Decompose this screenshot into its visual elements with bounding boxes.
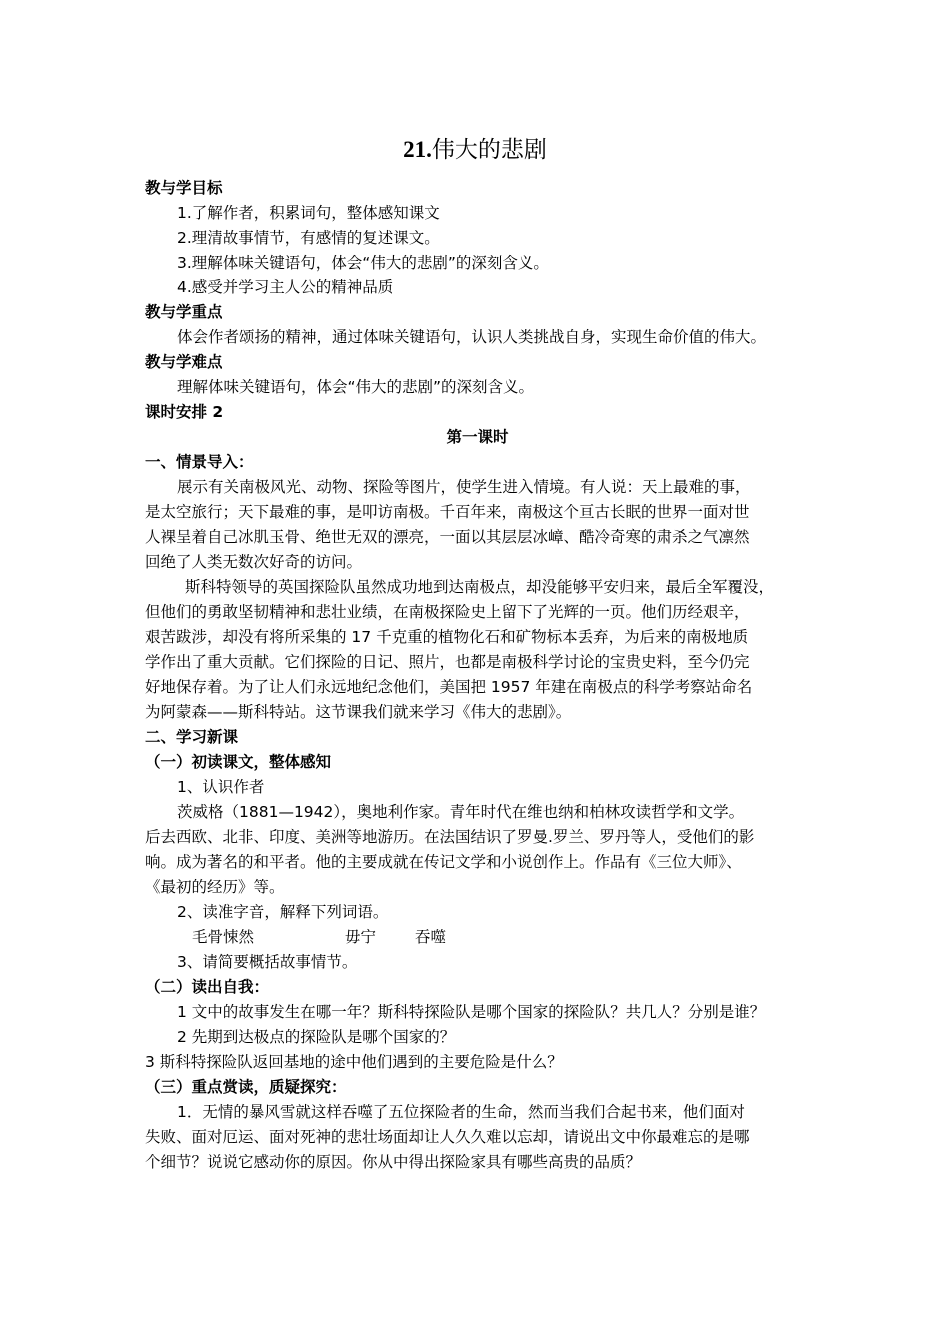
- intro-line: 回绝了人类无数次好奇的访问。: [145, 553, 363, 571]
- vocab-word: 毋宁: [345, 928, 377, 946]
- objective-item: 2.理清故事情节，有感情的复述课文。: [177, 229, 440, 247]
- schedule: 课时安排 2: [145, 403, 224, 421]
- vocab-word: 吞噬: [415, 928, 447, 946]
- author-line: 后去西欧、北非、印度、美洲等地游历。在法国结识了罗曼.罗兰、罗丹等人，受他们的影: [145, 828, 755, 846]
- question: 2 先期到达极点的探险队是哪个国家的？: [177, 1028, 456, 1046]
- author-line: 茨威格（1881—1942），奥地利作家。青年时代在维也纳和柏林攻读哲学和文学。: [177, 803, 745, 821]
- sub2-heading: （二）读出自我：: [145, 978, 270, 996]
- title-text: 伟大的悲剧: [431, 137, 547, 163]
- intro-line: 好地保存着。为了让人们永远地纪念他们，美国把 1957 年建在南极点的科学考察站命名: [145, 678, 753, 696]
- key-points-text: 体会作者颂扬的精神，通过体味关键语句，认识人类挑战自身，实现生命价值的伟大。: [177, 328, 767, 346]
- sub1-item: 2、读准字音，解释下列词语。: [177, 903, 389, 921]
- sub3-heading: （三）重点赏读，质疑探究：: [145, 1078, 347, 1096]
- objective-item: 1.了解作者，积累词句，整体感知课文: [177, 204, 440, 222]
- title-number: 21.: [403, 137, 432, 162]
- vocab-word: 毛骨悚然: [192, 928, 255, 946]
- lesson-heading: 第一课时: [446, 428, 509, 446]
- section1-heading: 一、情景导入：: [145, 453, 254, 471]
- intro-line: 展示有关南极风光、动物、探险等图片，使学生进入情境。有人说：天上最难的事，: [177, 478, 751, 496]
- discussion-line: 失败、面对厄运、面对死神的悲壮场面却让人久久难以忘却，请说出文中你最难忘的是哪: [145, 1128, 750, 1146]
- key-points-heading: 教与学重点: [145, 303, 223, 321]
- intro-line: 艰苦跋涉，却没有将所采集的 17 千克重的植物化石和矿物标本丢弃，为后来的南极地质: [145, 628, 749, 646]
- difficult-points-text: 理解体味关键语句，体会“伟大的悲剧”的深刻含义。: [177, 378, 535, 396]
- author-line: 《最初的经历》等。: [145, 878, 285, 896]
- objective-item: 3.理解体味关键语句，体会“伟大的悲剧”的深刻含义。: [177, 254, 549, 272]
- discussion-line: 1．无情的暴风雪就这样吞噬了五位探险者的生命，然而当我们合起书来，他们面对: [177, 1103, 745, 1121]
- intro-line: 但他们的勇敢坚韧精神和悲壮业绩，在南极探险史上留下了光辉的一页。他们历经艰辛，: [145, 603, 750, 621]
- discussion-line: 个细节？说说它感动你的原因。你从中得出探险家具有哪些高贵的品质？: [145, 1153, 642, 1171]
- intro-line: 学作出了重大贡献。它们探险的日记、照片，也都是南极科学讨论的宝贵史料，至今仍完: [145, 653, 750, 671]
- question: 1 文中的故事发生在哪一年？斯科特探险队是哪个国家的探险队？共几人？分别是谁？: [177, 1003, 766, 1021]
- intro-line: 是太空旅行；天下最难的事，是叩访南极。千百年来，南极这个亘古长眠的世界一面对世: [145, 503, 750, 521]
- question: 3 斯科特探险队返回基地的途中他们遇到的主要危险是什么？: [145, 1053, 563, 1071]
- objectives-heading: 教与学目标: [145, 179, 223, 197]
- intro-line: 人裸呈着自己冰肌玉骨、绝世无双的漂亮，一面以其层层冰嶂、酷冷奇寒的肃杀之气凛然: [145, 528, 750, 546]
- page-title: [0, 134, 950, 166]
- objective-item: 4.感受并学习主人公的精神品质: [177, 278, 394, 296]
- sub1-heading: （一）初读课文，整体感知: [145, 753, 332, 771]
- author-line: 响。成为著名的和平者。他的主要成就在传记文学和小说创作上。作品有《三位大师》、: [145, 853, 742, 871]
- sub1-item: 1、认识作者: [177, 778, 265, 796]
- difficult-points-heading: 教与学难点: [145, 353, 223, 371]
- intro-line: 为阿蒙森——斯科特站。这节课我们就来学习《伟大的悲剧》。: [145, 703, 572, 721]
- section2-heading: 二、学习新课: [145, 728, 239, 746]
- intro-line: 斯科特领导的英国探险队虽然成功地到达南极点，却没能够平安归来，最后全军覆没，: [185, 578, 775, 596]
- sub1-item: 3、请简要概括故事情节。: [177, 953, 358, 971]
